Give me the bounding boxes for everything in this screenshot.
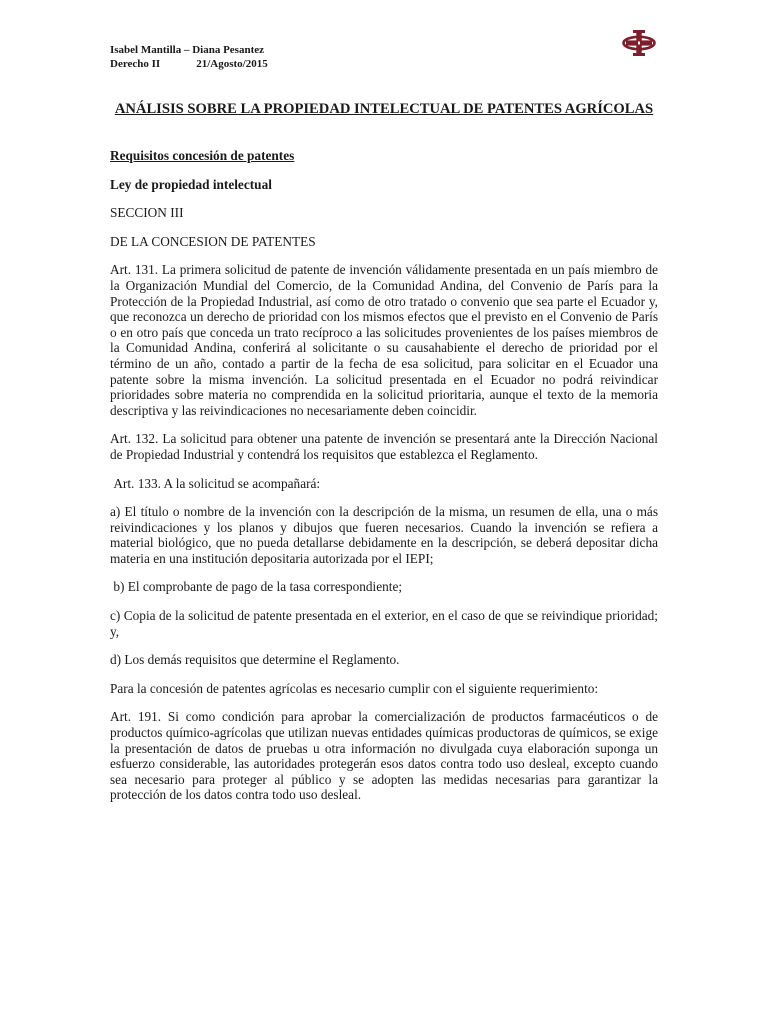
art-133: Art. 133. A la solicitud se acompañará: (110, 475, 321, 491)
requisitos-heading: Requisitos concesión de patentes (110, 148, 295, 163)
para-agricolas: Para la concesión de patentes agrícolas es necesario cumplir con el siguiente requerimiento: (110, 680, 599, 696)
ley-heading: Ley de propiedad intelectual (110, 176, 272, 192)
date: 21/Agosto/2015 (196, 58, 268, 70)
authors: Isabel Mantilla – Diana Pesantez (110, 44, 264, 56)
seccion-title: DE LA CONCESION DE PATENTES (110, 233, 316, 249)
document-body (110, 148, 658, 816)
item-a: a) El título o nombre de la invención con la descripción de la misma, un resumen de ella, una o más reivindicaciones y los planos y dibujos que fueren necesarios. Cuando la invención se refiera a material biológico, que no pueda detallarse debidamente en la descripción, se deberá depositar dicha materia en una institución depositaria autorizada por el IEPI; (110, 504, 658, 566)
document-header (110, 43, 268, 71)
item-c: c) Copia de la solicitud de patente presentada en el exterior, en el caso de que se reivindique prioridad; y, (110, 608, 658, 639)
art-191: Art. 191. Si como condición para aprobar la comercialización de productos farmacéuticos o de productos químico-agrícolas que utilizan nuevas entidades químicas productoras de químicos, se exige la presentación de datos de pruebas u otra información no divulgada cuya elaboración suponga un esfuerzo considerable, las autoridades protegerán esos datos contra todo uso desleal, excepto cuando sea necesario para proteger al público y se adopten las medidas necesarias para garantizar la protección de los datos contra todo uso desleal. (110, 709, 658, 803)
art-132: Art. 132. La solicitud para obtener una patente de invención se presentará ante la Dirección Nacional de Propiedad Industrial y contendrá los requisitos que establezca el Reglamento. (110, 431, 658, 462)
document-title: ANÁLISIS SOBRE LA PROPIEDAD INTELECTUAL DE PATENTES AGRÍCOLAS (114, 101, 654, 117)
art-131: Art. 131. La primera solicitud de patente de invención válidamente presentada en un país miembro de la Organización Mundial del Comercio, de la Comunidad Andina, del Convenio de París para la Protección de la Propiedad Industrial, así como de otro tratado o convenio que sea parte el Ecuador y, que reconozca un derecho de prioridad con los mismos efectos que el previsto en el Convenio de París o en otro país que conceda un trato recíproco a las solicitudes provenientes de los países miembros de la Comunidad Andina, conferirá al solicitante o su causahabiente el derecho de prioridad por el término de un año, contado a partir de la fecha de esa solicitud, para solicitar en el Ecuador una patente sobre la misma invención. La solicitud presentada en el Ecuador no podrá reivindicar prioridades sobre materia no comprendida en la solicitud prioritaria, aunque el texto de la memoria descriptiva y las reivindicaciones no necesariamente deben coincidir. (110, 262, 658, 418)
item-d: d) Los demás requisitos que determine el Reglamento. (110, 652, 400, 668)
cross-emblem-icon (622, 28, 656, 58)
course: Derecho II (110, 58, 161, 70)
item-b: b) El comprobante de pago de la tasa correspondiente; (110, 579, 403, 595)
course-date-line (110, 57, 268, 71)
seccion-label: SECCION III (110, 205, 184, 221)
